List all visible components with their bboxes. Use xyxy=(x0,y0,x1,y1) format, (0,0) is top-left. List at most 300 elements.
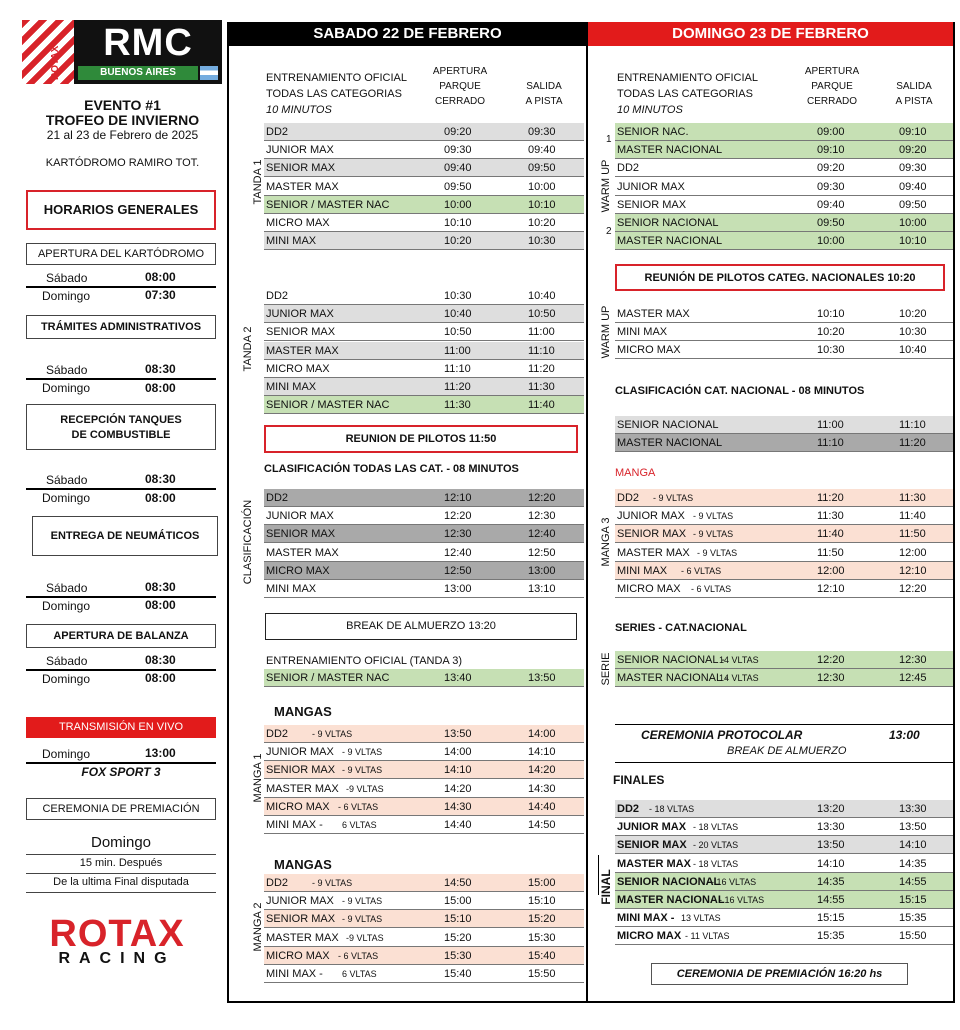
apertura-time: 10:50 xyxy=(444,326,472,339)
apertura-time: 13:00 xyxy=(444,583,472,595)
category-name: SENIOR MAX xyxy=(266,764,336,777)
apertura-time: 13:30 xyxy=(817,821,845,834)
salida-time: 11:10 xyxy=(528,344,555,357)
laps-label: - 9 VLTAS xyxy=(312,878,353,888)
col-label: CERRADO xyxy=(434,96,485,107)
schedule-row xyxy=(264,396,584,414)
salida-time: 10:30 xyxy=(899,326,927,339)
laps-label: - 11 VLTAS xyxy=(685,931,730,942)
apertura-time: 09:10 xyxy=(817,144,845,157)
salida-time: 11:40 xyxy=(528,399,555,412)
laps-label: - 9 VLTAS xyxy=(693,511,734,522)
clasif-nacional-title: CLASIFICACIÓN CAT. NACIONAL - 08 MINUTOS xyxy=(615,385,865,397)
salida-time: 11:50 xyxy=(899,528,926,541)
schedule-row xyxy=(615,651,953,669)
category-name: MASTER MAX xyxy=(266,931,339,944)
saturday-title: SABADO 22 DE FEBRERO xyxy=(229,22,586,46)
category-name: MICRO MAX xyxy=(266,800,330,813)
salida-time: 12:00 xyxy=(899,546,927,559)
schedule-row xyxy=(615,159,953,177)
category-name: MASTER MAX xyxy=(266,546,339,559)
apertura-time: 13:40 xyxy=(444,672,472,684)
schedule-row xyxy=(615,855,953,873)
category-name: MICRO MAX xyxy=(266,949,330,962)
apertura-title: APERTURA DEL KARTÓDROMO xyxy=(26,243,216,265)
balanza-title: APERTURA DE BALANZA xyxy=(26,624,216,648)
salida-time: 10:00 xyxy=(899,217,927,229)
apertura-time: 11:10 xyxy=(817,437,844,450)
category-name: JUNIOR MAX xyxy=(266,510,334,523)
event-name: TROFEO DE INVIERNO xyxy=(45,112,200,128)
salida-time: 13:00 xyxy=(528,564,556,577)
category-name: MINI MAX xyxy=(266,235,317,248)
schedule-row xyxy=(264,323,584,341)
salida-time: 15:40 xyxy=(528,949,556,962)
col-label: SALIDA xyxy=(526,81,562,92)
day-label: Domingo xyxy=(42,672,91,686)
header-line: 10 MINUTOS xyxy=(266,104,332,116)
apertura-time: 10:00 xyxy=(817,235,845,248)
schedule-row xyxy=(264,910,584,928)
schedule-row xyxy=(615,141,953,159)
apertura-time: 14:30 xyxy=(444,800,472,813)
apertura-time: 12:30 xyxy=(444,528,472,541)
apertura-time: 11:50 xyxy=(817,546,844,559)
general-title: HORARIOS GENERALES xyxy=(26,190,216,230)
col-apertura xyxy=(796,64,868,109)
category-name: MINI MAX xyxy=(266,381,317,393)
category-name: JUNIOR MAX xyxy=(266,895,334,908)
apertura-time: 10:30 xyxy=(817,344,845,357)
apertura-time: 12:10 xyxy=(444,492,472,504)
salida-time: 09:30 xyxy=(899,162,927,175)
salida-time: 12:20 xyxy=(528,492,556,504)
schedule-row xyxy=(264,743,584,761)
schedule-row xyxy=(264,287,584,305)
sunday-title: DOMINGO 23 DE FEBRERO xyxy=(588,22,953,46)
ceremonia-time: 13:00 xyxy=(889,728,920,742)
time-value: 07:30 xyxy=(145,288,176,302)
laps-label: - 6 VLTAS xyxy=(338,801,379,812)
apertura-time: 09:00 xyxy=(817,126,845,138)
apertura-time: 14:20 xyxy=(444,782,472,795)
day-label: Domingo xyxy=(42,599,91,613)
category-name: SENIOR NACIONAL xyxy=(617,875,721,888)
schedule-row xyxy=(264,360,584,378)
schedule-row xyxy=(615,178,953,196)
manga3-label: MANGA 3 xyxy=(600,517,612,567)
salida-time: 11:30 xyxy=(899,492,926,504)
apertura-time: 10:10 xyxy=(817,308,845,320)
salida-time: 12:10 xyxy=(899,564,927,577)
sunday-header xyxy=(617,70,758,118)
laps-label: - 16 VLTAS xyxy=(719,895,765,905)
category-name: MINI MAX - xyxy=(266,968,323,980)
day-label: Sábado xyxy=(46,654,88,668)
col-label: SALIDA xyxy=(896,81,932,92)
schedule-row xyxy=(264,874,584,892)
schedule-row xyxy=(615,580,953,598)
schedule-row xyxy=(615,214,953,232)
col-apertura xyxy=(424,64,496,109)
apertura-time: 15:10 xyxy=(444,913,472,926)
salida-time: 12:40 xyxy=(528,528,556,541)
manga2-label: MANGA 2 xyxy=(252,902,264,952)
premiacion-line1: 15 min. Después xyxy=(79,857,163,869)
schedule-row xyxy=(264,892,584,910)
category-name: JUNIOR MAX xyxy=(266,144,334,157)
col-salida xyxy=(508,79,580,109)
salida-time: 15:00 xyxy=(528,877,556,889)
schedule-row xyxy=(264,725,584,743)
salida-time: 12:30 xyxy=(899,654,927,666)
schedule-row xyxy=(615,434,953,452)
schedule-row xyxy=(264,798,584,816)
salida-time: 11:20 xyxy=(528,362,555,375)
schedule-row xyxy=(264,141,584,159)
apertura-time: 09:40 xyxy=(817,198,845,211)
salida-time: 14:10 xyxy=(528,746,556,759)
laps-label: - 18 VLTAS xyxy=(649,804,695,814)
apertura-time: 09:50 xyxy=(444,180,472,193)
schedule-row xyxy=(264,178,584,196)
serie-label: SERIE xyxy=(600,652,612,686)
schedule-row xyxy=(615,800,953,818)
laps-label: 6 VLTAS xyxy=(342,820,377,830)
clasif-label: CLASIFICACIÓN xyxy=(242,499,254,585)
schedule-row xyxy=(264,929,584,947)
schedule-row xyxy=(264,544,584,562)
apertura-time: 09:30 xyxy=(444,144,472,157)
salida-time: 09:10 xyxy=(899,126,927,138)
apertura-time: 11:00 xyxy=(817,419,844,431)
schedule-row xyxy=(264,580,584,598)
salida-time: 12:30 xyxy=(528,510,556,523)
apertura-time: 14:50 xyxy=(444,877,472,889)
schedule-row xyxy=(264,196,584,214)
laps-label: -9 VLTAS xyxy=(346,932,384,943)
salida-time: 14:55 xyxy=(899,875,927,888)
col-label: A PISTA xyxy=(895,96,933,107)
category-name: DD2 xyxy=(617,162,640,175)
transmision-day: Domingo xyxy=(42,747,91,761)
salida-time: 14:30 xyxy=(528,782,556,795)
laps-label: - 6 VLTAS xyxy=(691,584,732,594)
category-name: MASTER MAX xyxy=(266,782,339,795)
category-name: JUNIOR MAX xyxy=(266,308,334,321)
category-name: MICRO MAX xyxy=(266,362,330,375)
warmup2-label: WARM UP xyxy=(600,305,612,359)
category-name: SENIOR NAC. xyxy=(617,126,689,138)
mangas1-title: MANGAS xyxy=(274,704,332,719)
col-label: CERRADO xyxy=(806,96,857,107)
premiacion-box: CEREMONIA DE PREMIACIÓN 16:20 hs xyxy=(651,963,908,985)
col-label: APERTURA xyxy=(804,66,860,77)
category-name: SENIOR / MASTER NAC xyxy=(266,399,390,412)
salida-time: 11:20 xyxy=(899,437,926,450)
schedule-row xyxy=(615,196,953,214)
category-name: SENIOR MAX xyxy=(617,198,687,211)
schedule-row xyxy=(615,507,953,525)
schedule-row xyxy=(615,525,953,543)
category-name: MASTER MAX xyxy=(617,857,691,870)
rotax-logo: ROTAX xyxy=(49,913,185,955)
finales-title: FINALES xyxy=(613,773,665,787)
category-name: MASTER NACIONAL xyxy=(617,144,723,157)
schedule-row xyxy=(615,305,953,323)
tanda2-label: TANDA 2 xyxy=(242,326,254,372)
apertura-time: 15:40 xyxy=(444,968,472,980)
reunion-box: REUNION DE PILOTOS 11:50 xyxy=(264,425,578,453)
manga-title: MANGA xyxy=(615,467,656,479)
header-line: ENTRENAMIENTO OFICIAL xyxy=(266,72,407,84)
salida-time: 14:10 xyxy=(899,839,927,852)
apertura-time: 10:20 xyxy=(444,235,472,248)
category-name: DD2 xyxy=(266,290,289,302)
col-salida xyxy=(878,79,950,109)
salida-time: 12:50 xyxy=(528,546,556,559)
premiacion-title: CEREMONIA DE PREMIACIÓN xyxy=(26,798,216,820)
day-label: Sábado xyxy=(46,581,88,595)
laps-label: - 9 VLTAS xyxy=(342,914,383,925)
laps-label: 14 VLTAS xyxy=(719,655,759,665)
schedule-row xyxy=(615,818,953,836)
apertura-time: 12:30 xyxy=(817,672,845,685)
schedule-row xyxy=(264,378,584,396)
apertura-time: 15:00 xyxy=(444,895,472,908)
category-name: MASTER NACIONAL xyxy=(617,894,725,906)
laps-label: - 9 VLTAS xyxy=(653,493,694,503)
category-name: SENIOR / MASTER NAC xyxy=(266,198,390,211)
event-dates: 21 al 23 de Febrero de 2025 xyxy=(46,128,199,142)
category-name: MINI MAX xyxy=(617,326,668,339)
warmup-group-1: 1 xyxy=(606,134,612,145)
rotax-side-text: ROTAX xyxy=(50,45,61,80)
schedule-row xyxy=(264,947,584,965)
col-label: PARQUE xyxy=(811,81,853,92)
salida-time: 14:00 xyxy=(528,728,556,740)
laps-label: - 9 VLTAS xyxy=(312,729,353,739)
apertura-time: 12:50 xyxy=(444,564,472,577)
schedule-row xyxy=(615,232,953,250)
category-name: MINI MAX - xyxy=(266,819,323,831)
salida-time: 13:30 xyxy=(899,803,927,815)
schedule-row xyxy=(615,341,953,359)
time-value: 08:30 xyxy=(145,580,176,594)
schedule-row xyxy=(264,214,584,232)
time-value: 08:30 xyxy=(145,362,176,376)
col-label: A PISTA xyxy=(525,96,563,107)
laps-label: - 9 VLTAS xyxy=(342,896,383,907)
category-name: DD2 xyxy=(617,803,640,815)
final-label: FINAL xyxy=(599,869,613,905)
city-label: BUENOS AIRES xyxy=(78,66,198,80)
category-name: JUNIOR MAX xyxy=(617,180,685,193)
category-name: SENIOR MAX xyxy=(266,528,336,541)
laps-label: -9 VLTAS xyxy=(346,783,384,794)
category-name: DD2 xyxy=(266,728,289,740)
day-label: Sábado xyxy=(46,363,88,377)
category-name: SENIOR MAX xyxy=(266,162,336,175)
apertura-time: 12:00 xyxy=(817,564,845,577)
laps-label: - 18 VLTAS xyxy=(693,822,739,833)
salida-time: 15:30 xyxy=(528,931,556,944)
category-name: MASTER MAX xyxy=(266,180,339,193)
apertura-time: 15:15 xyxy=(817,912,845,925)
laps-label: - 9 VLTAS xyxy=(697,547,738,558)
flag-icon xyxy=(200,66,218,80)
salida-time: 12:20 xyxy=(899,583,927,595)
clasif-title: CLASIFICACIÓN TODAS LAS CAT. - 08 MINUTOS xyxy=(264,463,519,475)
salida-time: 13:10 xyxy=(528,583,556,595)
laps-label: - 6 VLTAS xyxy=(338,950,379,961)
header-line: 10 MINUTOS xyxy=(617,104,683,116)
laps-label: - 18 VLTAS xyxy=(693,858,739,869)
transmision-title: TRANSMISIÓN EN VIVO xyxy=(26,717,216,738)
salida-time: 11:00 xyxy=(528,326,555,339)
category-name: MASTER NACIONAL - xyxy=(617,672,729,685)
neumaticos-title: ENTREGA DE NEUMÁTICOS xyxy=(32,516,218,556)
apertura-time: 11:10 xyxy=(444,362,471,375)
warmup-label: WARM UP xyxy=(600,159,612,213)
salida-time: 09:50 xyxy=(528,162,556,175)
warmup-group-2: 2 xyxy=(606,226,612,237)
category-name: SENIOR NACIONAL xyxy=(617,217,719,229)
racing-logo: RACING xyxy=(58,950,176,967)
laps-label: - 9 VLTAS xyxy=(693,529,734,540)
apertura-time: 11:40 xyxy=(817,528,844,541)
laps-label: - 20 VLTAS xyxy=(693,840,739,851)
schedule-row xyxy=(264,489,584,507)
schedule-row xyxy=(264,342,584,360)
salida-time: 09:30 xyxy=(528,126,556,138)
header-line: TODAS LAS CATEGORIAS xyxy=(266,88,402,100)
salida-time: 10:40 xyxy=(899,344,927,357)
event-venue: KARTÓDROMO RAMIRO TOT. xyxy=(45,157,200,169)
apertura-time: 15:30 xyxy=(444,949,472,962)
reunion-nacionales: REUNIÓN DE PILOTOS CATEG. NACIONALES 10:20 xyxy=(615,264,945,291)
category-name: MICRO MAX xyxy=(617,344,681,357)
schedule-row xyxy=(264,507,584,525)
event-number: EVENTO #1 xyxy=(84,97,161,113)
day-label: Sábado xyxy=(46,473,88,487)
apertura-time: 11:30 xyxy=(817,510,844,523)
schedule-row xyxy=(615,416,953,434)
category-name: DD2 xyxy=(266,877,289,889)
salida-time: 15:50 xyxy=(528,968,556,980)
rmc-logo-text: RMC xyxy=(103,22,193,64)
time-value: 08:00 xyxy=(145,491,176,505)
salida-time: 14:20 xyxy=(528,764,556,777)
apertura-time: 11:20 xyxy=(817,492,844,504)
apertura-time: 14:40 xyxy=(444,819,472,831)
apertura-time: 14:10 xyxy=(444,764,472,777)
break-almuerzo: BREAK DE ALMUERZO xyxy=(727,745,847,757)
schedule-row xyxy=(615,562,953,580)
apertura-time: 12:40 xyxy=(444,546,472,559)
laps-label: 14 VLTAS xyxy=(719,673,759,684)
category-name: MASTER MAX xyxy=(266,344,339,357)
mangas2-title: MANGAS xyxy=(274,857,332,872)
break-box: BREAK DE ALMUERZO 13:20 xyxy=(265,613,577,640)
salida-time: 15:50 xyxy=(899,930,927,943)
schedule-row xyxy=(615,927,953,945)
schedule-row xyxy=(264,761,584,779)
day-label: Domingo xyxy=(42,289,91,303)
apertura-time: 12:20 xyxy=(444,510,472,523)
laps-label: - 9 VLTAS xyxy=(342,765,383,776)
category-name: SENIOR NACIONAL xyxy=(617,419,719,431)
apertura-time: 10:20 xyxy=(817,326,845,339)
apertura-time: 10:10 xyxy=(444,217,472,229)
category-name: DD2 xyxy=(266,492,289,504)
category-name: SENIOR MAX xyxy=(266,913,336,926)
salida-time: 11:30 xyxy=(528,381,555,393)
category-name: SENIOR MAX xyxy=(617,528,687,541)
category-name: DD2 xyxy=(266,126,289,138)
header-line: TODAS LAS CATEGORIAS xyxy=(617,88,753,100)
schedule-row xyxy=(264,780,584,798)
schedule-row xyxy=(615,323,953,341)
salida-time: 09:50 xyxy=(899,198,927,211)
category-name: MINI MAX xyxy=(617,564,668,577)
schedule-row xyxy=(615,123,953,141)
schedule-row xyxy=(264,123,584,141)
apertura-time: 10:00 xyxy=(444,198,472,211)
apertura-time: 09:30 xyxy=(817,180,845,193)
schedule-row xyxy=(264,965,584,983)
salida-time: 10:30 xyxy=(528,235,556,248)
schedule-row xyxy=(615,489,953,507)
header-line: ENTRENAMIENTO OFICIAL xyxy=(617,72,758,84)
salida-time: 10:20 xyxy=(899,308,927,320)
t3-title: ENTRENAMIENTO OFICIAL (TANDA 3) xyxy=(266,655,462,667)
category-name: MASTER MAX xyxy=(617,546,690,559)
category-name: MICRO MAX xyxy=(266,564,330,577)
salida-time: 15:35 xyxy=(899,912,927,925)
category-name: DD2 xyxy=(617,492,640,504)
apertura-time: 14:10 xyxy=(817,857,845,870)
apertura-time: 14:35 xyxy=(817,875,845,888)
ceremonia-protocolar: CEREMONIA PROTOCOLAR xyxy=(641,728,803,742)
salida-time: 15:20 xyxy=(528,913,556,926)
apertura-time: 11:20 xyxy=(444,381,471,393)
schedule-row xyxy=(615,891,953,909)
category-name: JUNIOR MAX xyxy=(617,510,685,523)
schedule-row xyxy=(264,562,584,580)
apertura-time: 14:00 xyxy=(444,746,472,759)
tramites-title: TRÁMITES ADMINISTRATIVOS xyxy=(26,315,216,339)
schedule-row xyxy=(264,305,584,323)
apertura-time: 13:50 xyxy=(444,728,472,740)
saturday-header xyxy=(266,70,407,118)
laps-label: - 6 VLTAS xyxy=(681,565,722,576)
laps-label: - 16 VLTAS xyxy=(711,876,757,887)
salida-time: 14:50 xyxy=(528,819,556,831)
schedule-row xyxy=(615,873,953,891)
category-name: SENIOR MAX xyxy=(266,326,336,339)
schedule-row xyxy=(615,544,953,562)
salida-time: 09:40 xyxy=(528,144,556,157)
apertura-time: 10:40 xyxy=(444,308,472,321)
category-name: MASTER MAX xyxy=(617,308,690,320)
apertura-time: 09:40 xyxy=(444,162,472,175)
apertura-time: 14:55 xyxy=(817,894,845,906)
tanques-title xyxy=(26,404,216,450)
time-value: 08:00 xyxy=(145,270,176,284)
category-name: MASTER NACIONAL xyxy=(617,437,723,450)
tanques-title-line1: RECEPCIÓN TANQUES xyxy=(60,414,182,426)
